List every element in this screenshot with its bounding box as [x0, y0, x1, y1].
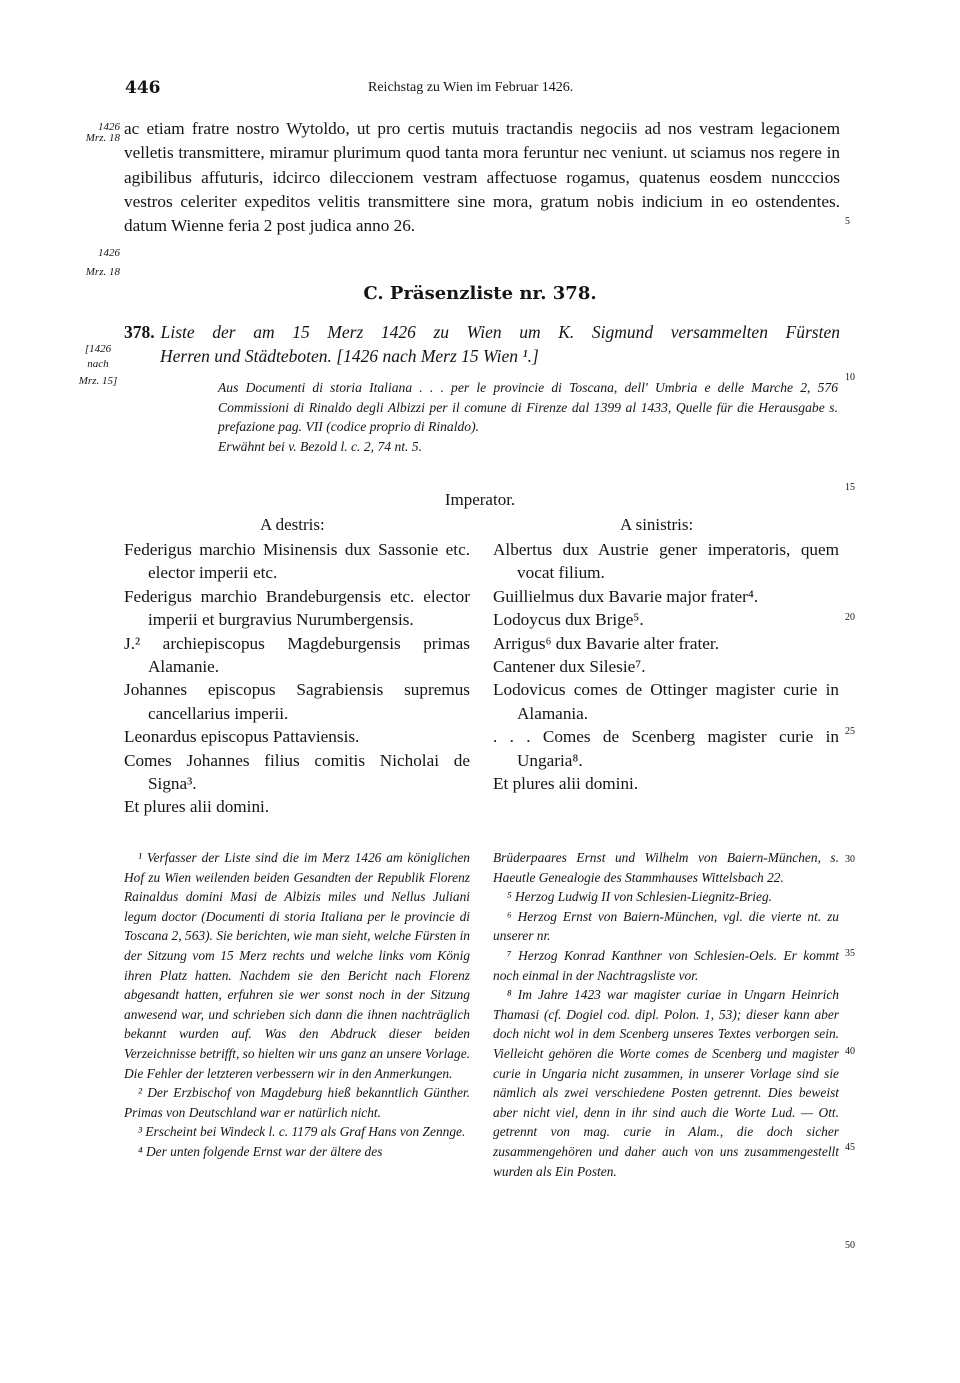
line-number: 50 — [845, 1240, 855, 1251]
line-number: 40 — [845, 1046, 855, 1057]
footnotes-left — [124, 848, 470, 1162]
list-item: . . . Comes de Scenberg magister curie in Ungaria⁸. — [493, 727, 839, 770]
line-number: 15 — [845, 482, 855, 493]
margin-note-mid — [78, 248, 120, 278]
imperator-heading: Imperator. — [444, 490, 516, 509]
margin-note-entry — [78, 344, 118, 387]
footnote: ⁸ Im Jahre 1423 war magister curiae in Ungarn Heinrich Thamasi (cf. Dogiel cod. dipl. Polon. 1, 53); dieser kann aber doch nicht wol in dem Scenberg unseres Textes verborgen sein. Vielleicht gehören die Worte comes de Scenberg und magister curie in Ungaria nicht zusammen, in unserer Vorlage sind sie nämlich als zwei verschiedene Posten getrennt. Dies beweist aber nicht viel, denn in ihr sind auch die Worte Lud. — Ott. getrennt von mag. curie in Alam., die doch sicher zusammengehören und daher auch von uns zusammengestellt wurden als Ein Posten. — [493, 987, 839, 1179]
list-item: J.² archiepiscopus Magdeburgensis primas Alamanie. — [124, 633, 470, 677]
footnote: ⁶ Herzog Ernst von Baiern-München, vgl. die vierte nt. zu unserer nr. — [493, 908, 839, 944]
footnote: ⁷ Herzog Konrad Kanthner von Schlesien-Oels. Er kommt noch einmal in der Nachtragsliste vor. — [493, 947, 839, 983]
list-item: Guillielmus dux Bavarie major frater⁴. — [493, 586, 759, 606]
list-item: Comes Johannes filius comitis Nicholai de Signa³. — [124, 750, 470, 794]
margin-year: [1426 — [84, 343, 112, 355]
footnote: ¹ Verfasser der Liste sind die im Merz 1426 am königlichen Hof zu Wien weilenden beiden Gesandten der Republik Florenz Rainaldus domini Masi de Albizis miles und Nellus Juliani legum doctor (Documenti di storia Italiana per le provincie di Toscana 2, 563). Sie berichten, wie man sieht, welche Fürsten in der Sitzung vom 15 Merz rechts und welche links vom König ihren Platz hatten. Nachdem sie den Bericht nach Florenz abgesandt hatten, erfuhren sie wer sonst noch in der Sitzung anwesend war, und schrieben sich dann die ihnen nachträglich bekannt wurden auf. Was den Abdruck dieser beiden Verzeichnisse betrifft, so hielten wir uns ganz an unsere Vorlage. Die Fehler der letzteren verbessern wir in den Anmerkungen. — [124, 850, 470, 1081]
footnote: ⁴ Der unten folgende Ernst war der ältere des — [138, 1143, 383, 1159]
list-item: Johannes episcopus Sagrabiensis supremus cancellarius imperii. — [124, 680, 470, 723]
footnote: ³ Erscheint bei Windeck l. c. 1179 als Graf Hans von Zennge. — [138, 1124, 466, 1140]
margin-month: Mrz. 18 — [85, 132, 120, 144]
list-item: Lodoycus dux Brige⁵. — [493, 610, 644, 630]
margin-month: Mrz. 15] — [78, 375, 118, 387]
running-title: Reichstag zu Wien im Februar 1426. — [368, 80, 574, 95]
list-item: Albertus dux Austrie gener imperatoris, quem vocat filium. — [493, 540, 839, 583]
line-number: 30 — [845, 854, 855, 865]
source-note — [218, 378, 838, 456]
source-line: Aus Documenti di storia Italiana . . . per le provincie di Toscana, dell' Umbria e delle Marche 2, 576 Commissioni di Rinaldo degli Albizzi per il comune di Firenze dal 1399 al 1433, Quelle für die Herausgabe s. prefazione pag. VII (codice proprio di Rinaldo). — [218, 380, 838, 434]
entry-number: 378. — [124, 322, 155, 342]
list-item: Lodovicus comes de Ottinger magister curie in Alamania. — [493, 680, 839, 723]
section-title: C. Präsenzliste nr. 378. — [363, 283, 597, 304]
footnote: ⁵ Herzog Ludwig II von Schlesien-Liegnitz-Brieg. — [507, 889, 772, 905]
line-number: 45 — [845, 1142, 855, 1153]
source-mention: Erwähnt bei v. Bezold l. c. 2, 74 nt. 5. — [218, 438, 423, 454]
right-column-heading: A sinistris: — [620, 515, 694, 534]
list-item: Cantener dux Silesie⁷. — [493, 657, 646, 677]
list-item: Leonardus episcopus Pattaviensis. — [124, 727, 360, 747]
letter-text — [124, 117, 840, 238]
list-item: Federigus marchio Misinensis dux Sassonie etc. elector imperii etc. — [124, 540, 470, 583]
footnote: ² Der Erzbischof von Magdeburg hieß bekanntlich Günther. Primas von Deutschland war er natürlich nicht. — [124, 1085, 470, 1120]
footnote: Brüderpaares Ernst und Wilhelm von Baiern-München, s. Haeutle Genealogie des Stammhauses Wittelsbach 22. — [493, 850, 839, 885]
letter-paragraph: ac etiam fratre nostro Wytoldo, ut pro certis mutuis tractandis negociis ad nos vestram legacionem velletis transmittere, miramur plurimum quod tanta mora feruntur nec veniunt. ut sciamus nos regere in agibilibus affuturis, idcirco dileccionem vestram affectuose rogamus, quatenus eosdem nuncccios vestros celeriter expeditos velitis transmittere sine mora, gratum nobis indicium in eo ostendentes. datum Wienne feria 2 post judica anno 26. — [124, 119, 840, 236]
entry-title-line1 — [124, 320, 840, 344]
list-item: Et plures alii domini. — [493, 774, 639, 794]
page-number: 446 — [125, 78, 161, 98]
line-number: 10 — [845, 372, 855, 383]
left-column-list — [124, 538, 470, 819]
right-column-list — [493, 538, 839, 795]
entry-title-text: Liste der am 15 Merz 1426 zu Wien um K. Sigmund versammelten Fürsten — [160, 322, 840, 342]
line-number: 20 — [845, 612, 855, 623]
entry-heading — [124, 320, 840, 368]
margin-year: 1426 — [98, 121, 120, 133]
list-item: Federigus marchio Brandeburgensis etc. elector imperii et burgravius Nurumbergensis. — [124, 586, 470, 630]
entry-title-line2: Herren und Städteboten. [1426 nach Merz 15 Wien ¹.] — [160, 346, 539, 366]
footnotes-right — [493, 848, 839, 1181]
margin-year: 1426 — [98, 247, 120, 259]
line-number: 5 — [845, 216, 850, 227]
list-item: Arrigus⁶ dux Bavarie alter frater. — [493, 633, 719, 653]
margin-nach: nach — [87, 358, 109, 370]
margin-month: Mrz. 18 — [85, 266, 120, 278]
margin-note-top — [78, 122, 120, 144]
line-number: 35 — [845, 948, 855, 959]
line-number: 25 — [845, 726, 855, 737]
list-item: Et plures alii domini. — [124, 797, 270, 817]
left-column-heading: A destris: — [260, 515, 325, 534]
